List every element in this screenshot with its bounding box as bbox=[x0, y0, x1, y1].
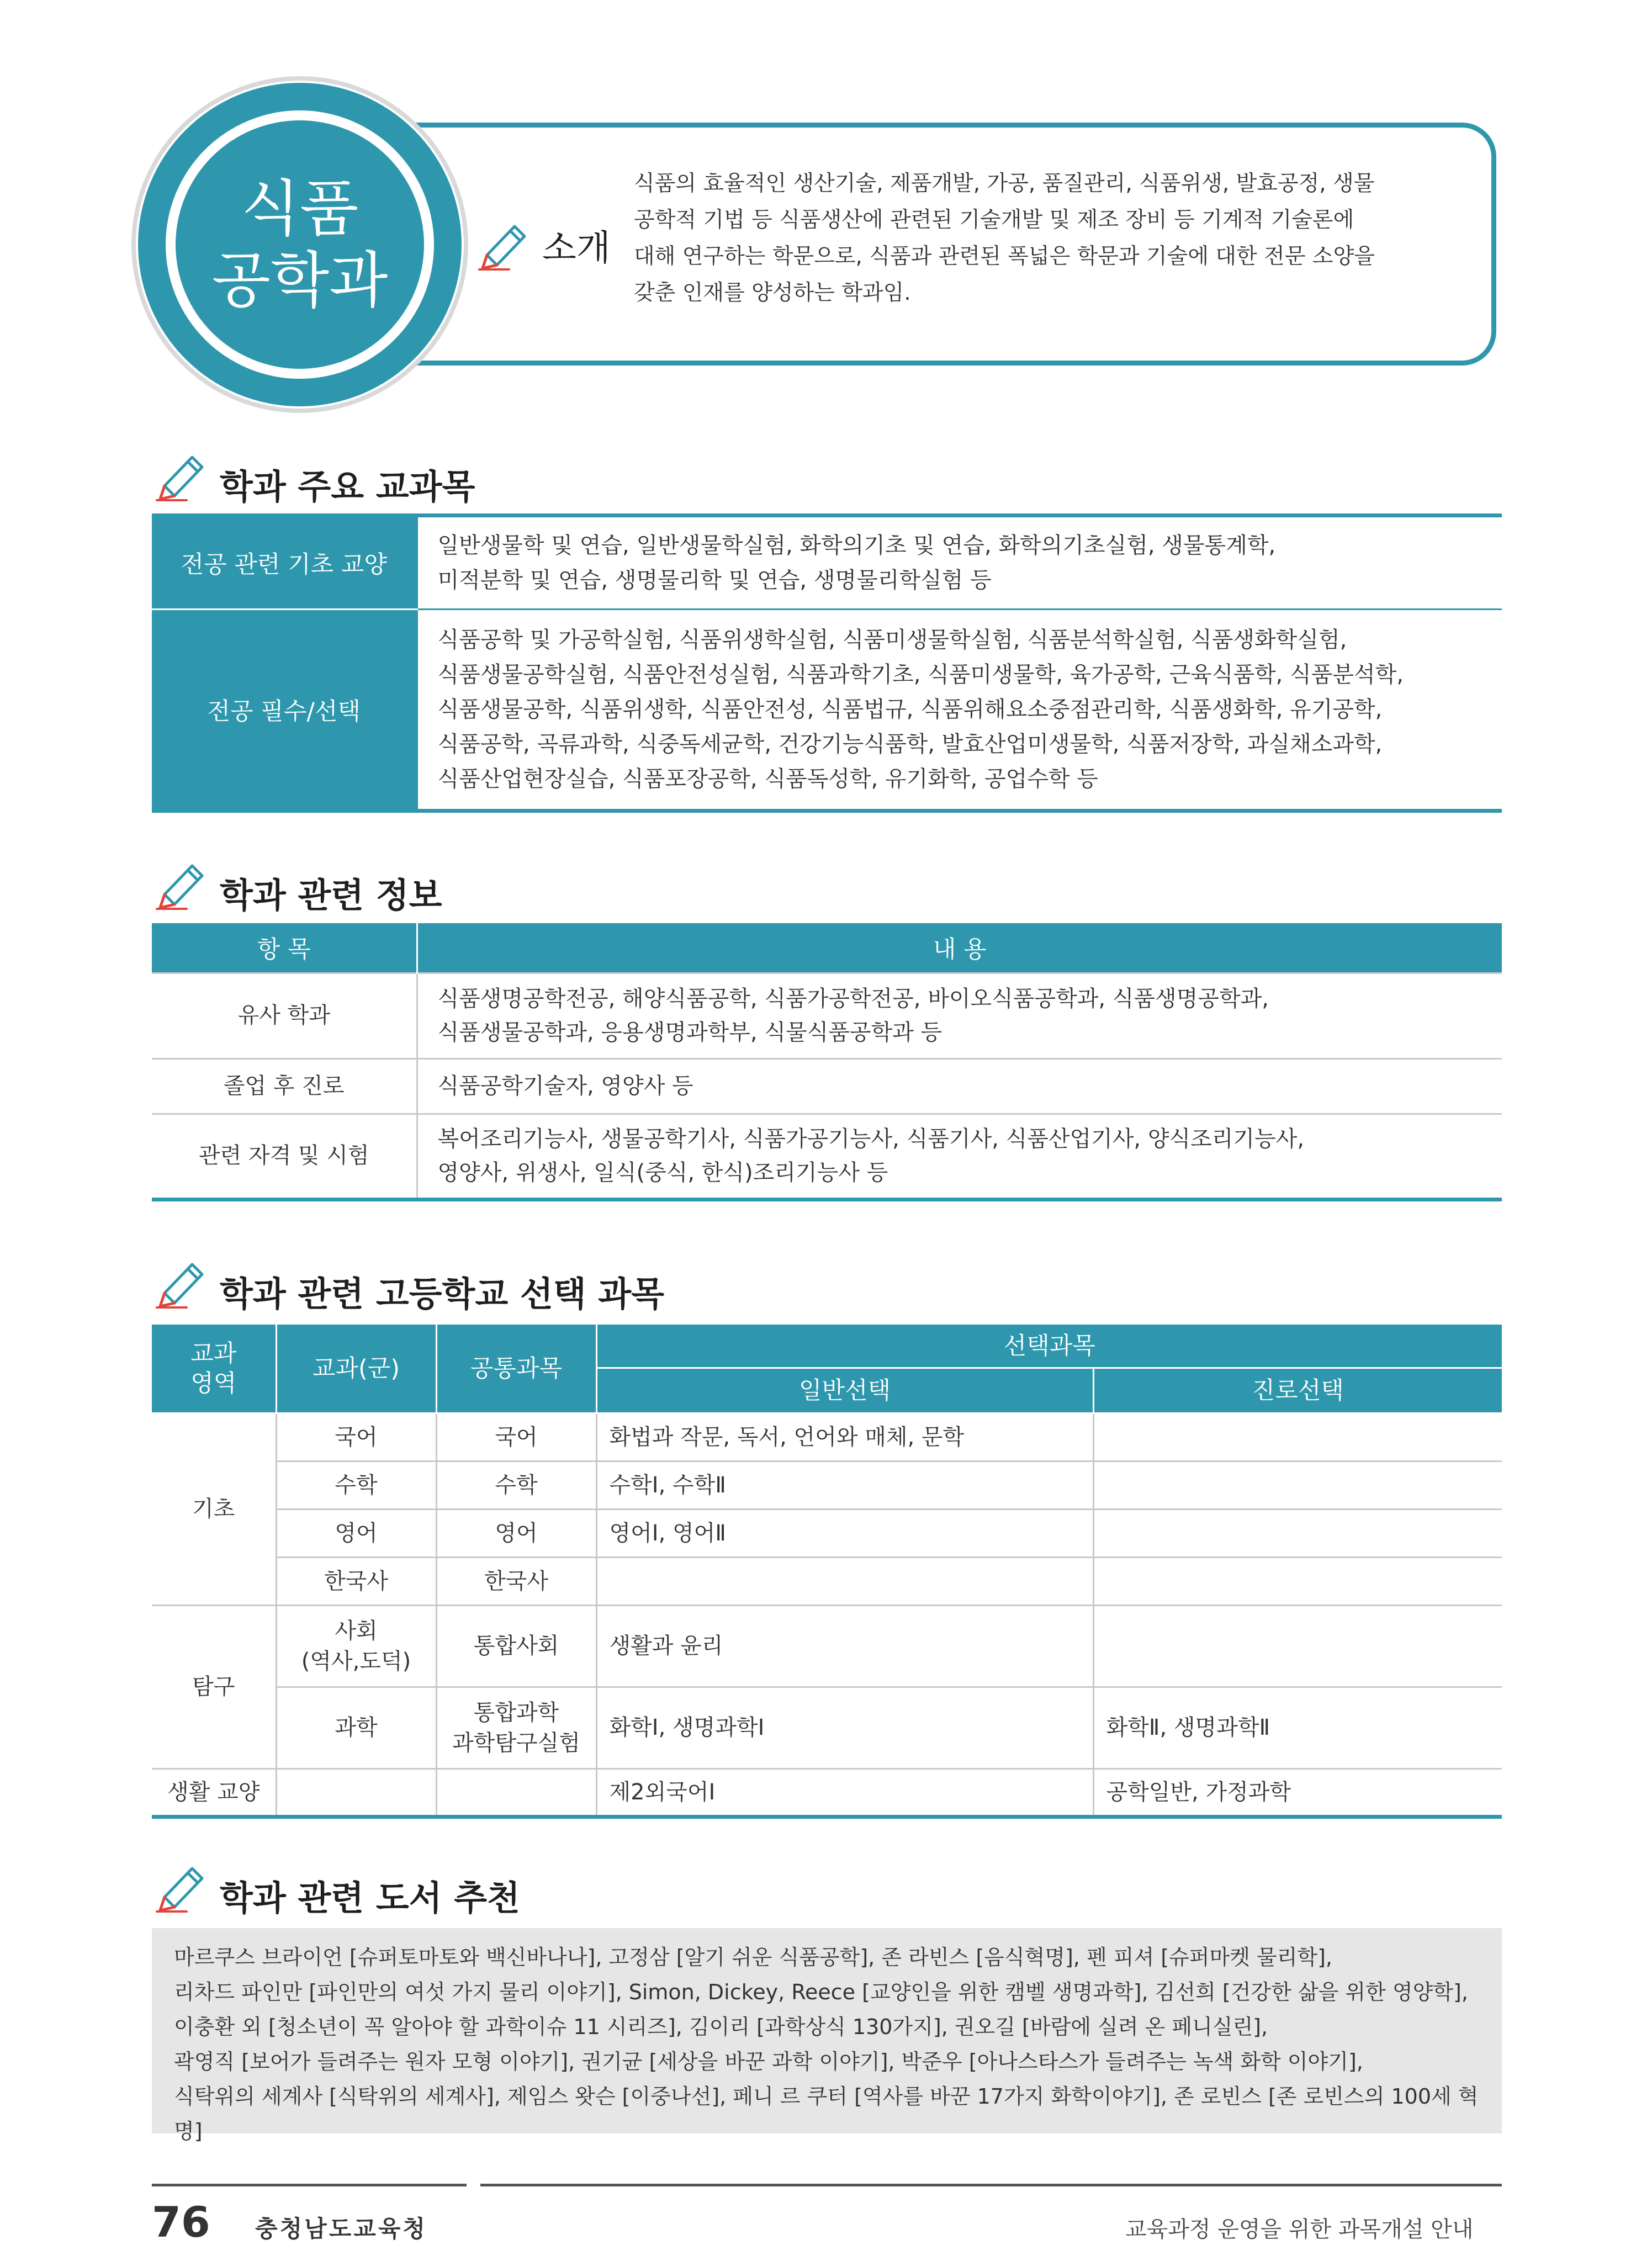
common-cell bbox=[436, 1769, 596, 1817]
section-title: 학과 관련 도서 추천 bbox=[220, 1878, 520, 1918]
intro-line: 식품의 효율적인 생산기술, 제품개발, 가공, 품질관리, 식품위생, 발효공정, 생물 bbox=[634, 171, 1375, 196]
header-elective: 선택과목 bbox=[596, 1324, 1502, 1368]
common-cell: 통합사회 bbox=[436, 1606, 596, 1687]
table-row bbox=[152, 1058, 1502, 1114]
row-label: 전공 필수/선택 bbox=[152, 610, 417, 811]
subjects-table bbox=[152, 1323, 1502, 1819]
value-line: 식품공학, 곡류과학, 식중독세균학, 건강기능식품학, 발효산업미생물학, 식품저장학, 과실채소과학, bbox=[437, 731, 1383, 757]
value-line: 식품공학기술자, 영양사 등 bbox=[437, 1073, 693, 1099]
intro-label: 소개 bbox=[542, 228, 611, 269]
general-cell bbox=[596, 1558, 1093, 1606]
common-line1: 통합과학 bbox=[473, 1699, 559, 1725]
general-cell: 수학Ⅰ, 수학Ⅱ bbox=[596, 1462, 1093, 1510]
general-cell: 제2외국어Ⅰ bbox=[596, 1769, 1093, 1817]
intro-text bbox=[634, 166, 1473, 311]
area-cell: 기초 bbox=[152, 1413, 276, 1606]
value-line: 식품생명공학전공, 해양식품공학, 식품가공학전공, 바이오식품공학과, 식품생명공학과, bbox=[437, 986, 1269, 1012]
common-cell: 국어 bbox=[436, 1413, 596, 1462]
row-label: 관련 자격 및 시험 bbox=[152, 1114, 417, 1199]
footer-rule-right bbox=[480, 2184, 1502, 2186]
general-cell: 영어Ⅰ, 영어Ⅱ bbox=[596, 1510, 1093, 1558]
header-area-line2: 영역 bbox=[190, 1369, 237, 1397]
header-general: 일반선택 bbox=[596, 1368, 1093, 1413]
group-cell: 수학 bbox=[276, 1462, 436, 1510]
header-group: 교과(군) bbox=[276, 1324, 436, 1413]
header-area-line1: 교과 bbox=[190, 1339, 237, 1368]
department-title-line2: 공학과 bbox=[211, 245, 388, 316]
table-row bbox=[152, 1462, 1502, 1510]
row-value bbox=[417, 973, 1502, 1058]
table-row bbox=[152, 1114, 1502, 1199]
department-title-badge bbox=[176, 120, 424, 369]
publisher: 충청남도교육청 bbox=[255, 2215, 428, 2242]
area-cell: 생활 교양 bbox=[152, 1769, 276, 1817]
table-row bbox=[152, 973, 1502, 1058]
group-cell bbox=[276, 1769, 436, 1817]
group-line2: (역사,도덕) bbox=[301, 1648, 411, 1674]
career-cell: 공학일반, 가정과학 bbox=[1093, 1769, 1502, 1817]
value-line: 식품생물공학과, 응용생명과학부, 식물식품공학과 등 bbox=[437, 1019, 943, 1045]
general-cell: 화법과 작문, 독서, 언어와 매체, 문학 bbox=[596, 1413, 1093, 1462]
header-career: 진로선택 bbox=[1093, 1368, 1502, 1413]
section-title: 학과 관련 정보 bbox=[220, 875, 442, 915]
value-line: 식품공학 및 가공학실험, 식품위생학실험, 식품미생물학실험, 식품분석학실험, 식품생화학실험, bbox=[437, 627, 1347, 653]
common-cell bbox=[436, 1687, 596, 1769]
book-line: 마르쿠스 브라이언 [슈퍼토마토와 백신바나나], 고정삼 [알기 쉬운 식품공학], 존 라빈스 [음식혁명], 펜 피셔 [슈퍼마켓 물리학], bbox=[174, 1945, 1333, 1969]
general-cell: 생활과 윤리 bbox=[596, 1606, 1093, 1687]
row-value bbox=[417, 516, 1502, 610]
career-cell bbox=[1093, 1413, 1502, 1462]
table-row bbox=[152, 1687, 1502, 1769]
book-list bbox=[152, 1928, 1502, 2143]
info-table bbox=[152, 923, 1502, 1201]
value-line: 복어조리기능사, 생물공학기사, 식품가공기능사, 식품기사, 식품산업기사, 양식조리기능사, bbox=[437, 1126, 1305, 1152]
table-row bbox=[152, 1769, 1502, 1817]
group-line1: 사회 bbox=[335, 1618, 378, 1644]
career-cell: 화학Ⅱ, 생명과학Ⅱ bbox=[1093, 1687, 1502, 1769]
header-content: 내 용 bbox=[417, 923, 1502, 973]
book-line: 이충환 외 [청소년이 꼭 알아야 할 과학이슈 11 시리즈], 김이리 [과학상식 130가지], 권오길 [바람에 실려 온 페니실린], bbox=[174, 2015, 1268, 2039]
pencil-icon bbox=[153, 447, 214, 502]
row-value bbox=[417, 610, 1502, 811]
table-row bbox=[152, 610, 1502, 811]
table-row bbox=[152, 1413, 1502, 1462]
table-row bbox=[152, 1606, 1502, 1687]
common-line2: 과학탐구실험 bbox=[452, 1730, 580, 1756]
area-cell: 탐구 bbox=[152, 1606, 276, 1769]
page-number: 76 bbox=[152, 2198, 210, 2247]
header-item: 항 목 bbox=[152, 923, 417, 973]
table-header-row bbox=[152, 1324, 1502, 1368]
group-cell bbox=[276, 1606, 436, 1687]
header-common: 공통과목 bbox=[436, 1324, 596, 1413]
common-cell: 수학 bbox=[436, 1462, 596, 1510]
courses-table bbox=[152, 513, 1502, 813]
section-title: 학과 주요 교과목 bbox=[220, 467, 475, 507]
table-row bbox=[152, 516, 1502, 610]
group-cell: 국어 bbox=[276, 1413, 436, 1462]
row-label: 졸업 후 진로 bbox=[152, 1058, 417, 1114]
section-title: 학과 관련 고등학교 선택 과목 bbox=[220, 1274, 665, 1314]
value-line: 식품생물공학실험, 식품안전성실험, 식품과학기초, 식품미생물학, 육가공학, 근육식품학, 식품분석학, bbox=[437, 661, 1404, 687]
pencil-icon bbox=[153, 856, 214, 911]
department-title-line1: 식품 bbox=[241, 173, 359, 244]
book-line: 리차드 파인만 [파인만의 여섯 가지 물리 이야기], Simon, Dickey, Reece [교양인을 위한 캠벨 생명과학], 김선희 [건강한 삶을 위한 영양학], bbox=[174, 1980, 1468, 2004]
group-cell: 한국사 bbox=[276, 1558, 436, 1606]
pencil-icon bbox=[153, 1858, 214, 1914]
row-value bbox=[417, 1114, 1502, 1199]
group-cell: 과학 bbox=[276, 1687, 436, 1769]
row-label: 유사 학과 bbox=[152, 973, 417, 1058]
value-line: 식품생물공학, 식품위생학, 식품안전성, 식품법규, 식품위해요소중점관리학, 식품생화학, 유기공학, bbox=[437, 696, 1383, 722]
footer-rule-left bbox=[152, 2184, 467, 2186]
career-cell bbox=[1093, 1462, 1502, 1510]
pencil-icon bbox=[153, 1254, 214, 1310]
intro-line: 대해 연구하는 학문으로, 식품과 관련된 폭넓은 학문과 기술에 대한 전문 소양을 bbox=[634, 244, 1375, 269]
career-cell bbox=[1093, 1606, 1502, 1687]
header-area bbox=[152, 1324, 276, 1413]
row-label: 전공 관련 기초 교양 bbox=[152, 516, 417, 610]
value-line: 영양사, 위생사, 일식(중식, 한식)조리기능사 등 bbox=[437, 1159, 888, 1185]
intro-line: 갖춘 인재를 양성하는 학과임. bbox=[634, 280, 911, 305]
table-row bbox=[152, 1510, 1502, 1558]
row-value bbox=[417, 1058, 1502, 1114]
pencil-icon bbox=[476, 216, 537, 272]
common-cell: 한국사 bbox=[436, 1558, 596, 1606]
group-cell: 영어 bbox=[276, 1510, 436, 1558]
value-line: 일반생물학 및 연습, 일반생물학실험, 화학의기초 및 연습, 화학의기초실험, 생물통계학, bbox=[437, 532, 1276, 558]
intro-line: 공학적 기법 등 식품생산에 관련된 기술개발 및 제조 장비 등 기계적 기술론에 bbox=[634, 208, 1354, 232]
value-line: 미적분학 및 연습, 생명물리학 및 연습, 생명물리학실험 등 bbox=[437, 567, 992, 593]
general-cell: 화학Ⅰ, 생명과학Ⅰ bbox=[596, 1687, 1093, 1769]
book-line: 곽영직 [보어가 들려주는 원자 모형 이야기], 권기균 [세상을 바꾼 과학 이야기], 박준우 [아나스타스가 들려주는 녹색 화학 이야기], bbox=[174, 2050, 1363, 2074]
table-row bbox=[152, 1558, 1502, 1606]
common-cell: 영어 bbox=[436, 1510, 596, 1558]
career-cell bbox=[1093, 1510, 1502, 1558]
career-cell bbox=[1093, 1558, 1502, 1606]
book-line: 식탁위의 세계사 [식탁위의 세계사], 제임스 왓슨 [이중나선], 페니 르 쿠터 [역사를 바꾼 17가지 화학이야기], 존 로빈스 [존 로빈스의 100세 혁명] bbox=[174, 2084, 1479, 2143]
table-header-row bbox=[152, 923, 1502, 973]
guide-title: 교육과정 운영을 위한 과목개설 안내 bbox=[1125, 2217, 1474, 2242]
value-line: 식품산업현장실습, 식품포장공학, 식품독성학, 유기화학, 공업수학 등 bbox=[437, 766, 1098, 792]
